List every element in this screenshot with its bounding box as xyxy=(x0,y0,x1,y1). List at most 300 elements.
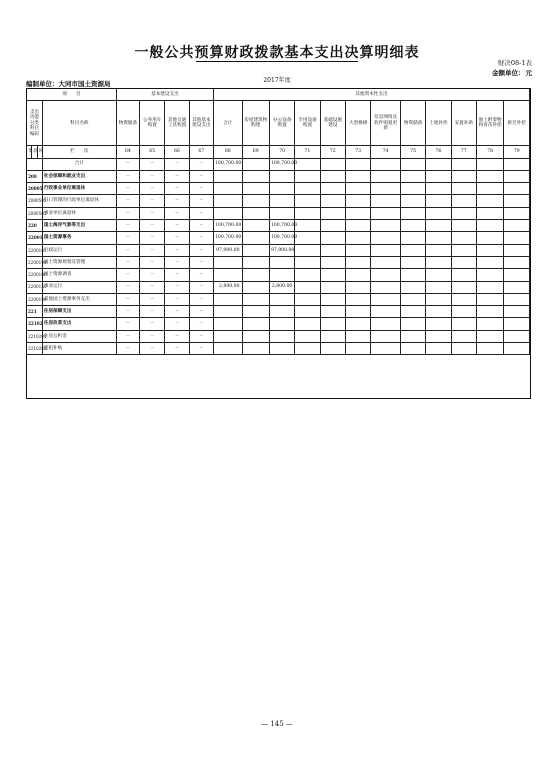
amount-cell xyxy=(320,195,345,207)
col-header-70: 办公设备购置 xyxy=(269,101,294,146)
subject-code: 2210202 xyxy=(27,343,43,355)
amount-cell: － xyxy=(189,293,213,305)
amount-cell xyxy=(476,170,503,182)
amount-cell xyxy=(426,318,451,330)
amount-cell xyxy=(269,170,294,182)
amount-cell xyxy=(242,183,269,195)
amount-cell xyxy=(504,293,530,305)
amount-cell xyxy=(213,343,242,355)
table-row xyxy=(27,195,530,207)
amount-cell xyxy=(242,170,269,182)
amount-cell xyxy=(269,306,294,318)
table-row xyxy=(27,269,530,281)
amount-cell xyxy=(451,195,476,207)
table-row xyxy=(27,343,530,355)
subject-name: 国土海洋气象等支出 xyxy=(42,220,116,232)
amount-cell xyxy=(320,158,345,170)
amount-cell: － xyxy=(140,318,165,330)
amount-cell xyxy=(426,232,451,244)
amount-cell xyxy=(426,207,451,219)
amount-cell: － xyxy=(189,281,213,293)
subject-name: 归口管理的行政单位离退休 xyxy=(42,195,116,207)
amount-cell xyxy=(242,293,269,305)
amount-cell xyxy=(371,293,401,305)
column-number: 74 xyxy=(371,146,401,158)
col-header-71: 专用设备购置 xyxy=(295,101,320,146)
amount-cell: － xyxy=(189,330,213,342)
amount-cell xyxy=(269,195,294,207)
amount-cell xyxy=(269,207,294,219)
amount-cell xyxy=(400,207,425,219)
amount-cell xyxy=(476,318,503,330)
header-other-capital: 其他资本性支出 xyxy=(213,89,529,101)
amount-cell: － xyxy=(140,281,165,293)
subject-code: 2080501 xyxy=(27,195,43,207)
amount-cell: － xyxy=(165,256,189,268)
amount-cell xyxy=(476,183,503,195)
amount-cell xyxy=(320,330,345,342)
amount-cell xyxy=(451,330,476,342)
col-header-76: 土地补偿 xyxy=(426,101,451,146)
subject-name: 事业运行 xyxy=(42,281,116,293)
subject-name: 社会保障和就业支出 xyxy=(42,170,116,182)
column-number: 76 xyxy=(426,146,451,158)
amount-cell: 100,700.00 xyxy=(269,158,294,170)
col-header-77: 安置补助 xyxy=(451,101,476,146)
expenditure-table xyxy=(26,88,530,355)
amount-cell xyxy=(371,318,401,330)
amount-cell xyxy=(345,207,370,219)
subject-name: 国土资源事务 xyxy=(42,232,116,244)
amount-cell: － xyxy=(189,183,213,195)
table-row xyxy=(27,293,530,305)
header-item: 项 目 xyxy=(27,89,117,101)
amount-cell: － xyxy=(116,207,139,219)
amount-cell: － xyxy=(116,269,139,281)
amount-cell xyxy=(269,293,294,305)
subject-code: 2200104 xyxy=(27,256,43,268)
amount-cell: － xyxy=(165,293,189,305)
amount-cell: － xyxy=(165,318,189,330)
subject-code: 22001 xyxy=(27,232,43,244)
amount-cell: － xyxy=(140,293,165,305)
amount-cell xyxy=(504,281,530,293)
amount-cell: － xyxy=(140,170,165,182)
column-number: 79 xyxy=(504,146,530,158)
amount-cell xyxy=(371,170,401,182)
amount-cell xyxy=(476,232,503,244)
column-number: 69 xyxy=(242,146,269,158)
table-row xyxy=(27,281,530,293)
subject-code: 20805 xyxy=(27,183,43,195)
header-item2: 款 xyxy=(32,146,37,158)
col-header-74: 信息网络及软件购置更新 xyxy=(371,101,401,146)
amount-cell xyxy=(345,256,370,268)
amount-cell: － xyxy=(189,256,213,268)
amount-cell xyxy=(476,158,503,170)
amount-cell: － xyxy=(140,269,165,281)
col-header-67: 其他基本建设支出 xyxy=(189,101,213,146)
amount-cell xyxy=(242,306,269,318)
amount-cell: － xyxy=(189,158,213,170)
amount-cell xyxy=(426,220,451,232)
amount-cell xyxy=(371,281,401,293)
amount-cell xyxy=(504,343,530,355)
amount-cell: － xyxy=(189,220,213,232)
amount-cell xyxy=(371,207,401,219)
amount-cell: － xyxy=(189,306,213,318)
amount-cell: － xyxy=(116,306,139,318)
column-number: 68 xyxy=(213,146,242,158)
amount-cell xyxy=(345,232,370,244)
amount-cell: － xyxy=(140,343,165,355)
amount-cell xyxy=(504,232,530,244)
amount-cell xyxy=(400,232,425,244)
amount-cell xyxy=(476,343,503,355)
amount-cell xyxy=(242,343,269,355)
amount-cell xyxy=(320,306,345,318)
amount-cell xyxy=(242,220,269,232)
amount-cell xyxy=(476,220,503,232)
amount-cell xyxy=(400,244,425,256)
amount-cell xyxy=(400,293,425,305)
amount-cell xyxy=(371,158,401,170)
amount-cell xyxy=(213,170,242,182)
amount-cell: － xyxy=(140,183,165,195)
amount-cell xyxy=(242,244,269,256)
amount-cell xyxy=(320,220,345,232)
amount-cell xyxy=(242,207,269,219)
subject-name: 住房公积金 xyxy=(42,330,116,342)
amount-cell: － xyxy=(116,183,139,195)
amount-cell xyxy=(295,343,320,355)
report-year: 2017年度 xyxy=(263,77,291,84)
amount-cell xyxy=(426,195,451,207)
amount-cell: － xyxy=(189,207,213,219)
amount-cell xyxy=(295,244,320,256)
amount-cell xyxy=(242,232,269,244)
amount-cell xyxy=(320,318,345,330)
amount-cell xyxy=(213,256,242,268)
amount-cell: － xyxy=(140,330,165,342)
col-header-79: 拆迁补偿 xyxy=(504,101,530,146)
amount-cell xyxy=(451,343,476,355)
amount-cell xyxy=(295,269,320,281)
column-number: 65 xyxy=(140,146,165,158)
amount-cell: － xyxy=(189,318,213,330)
amount-cell xyxy=(400,195,425,207)
amount-cell: 100,700.00 xyxy=(269,220,294,232)
amount-cell: － xyxy=(165,343,189,355)
amount-cell xyxy=(320,256,345,268)
amount-cell xyxy=(320,232,345,244)
amount-cell xyxy=(213,183,242,195)
amount-cell: － xyxy=(116,330,139,342)
column-number: 75 xyxy=(400,146,425,158)
subject-name: 住房改革支出 xyxy=(42,318,116,330)
amount-cell xyxy=(345,293,370,305)
amount-cell: 100,700.00 xyxy=(269,232,294,244)
amount-cell: － xyxy=(116,281,139,293)
amount-cell: － xyxy=(165,232,189,244)
amount-cell: － xyxy=(116,318,139,330)
amount-cell: － xyxy=(116,232,139,244)
amount-cell: － xyxy=(116,170,139,182)
amount-cell xyxy=(451,281,476,293)
column-number: 66 xyxy=(165,146,189,158)
form-number: 财决08-1表 xyxy=(497,59,532,67)
amount-cell xyxy=(476,269,503,281)
amount-cell xyxy=(504,256,530,268)
amount-cell xyxy=(345,318,370,330)
amount-cell xyxy=(400,306,425,318)
amount-cell xyxy=(400,158,425,170)
table-row xyxy=(27,207,530,219)
col-header-65: 公务用车购置 xyxy=(140,101,165,146)
amount-cell: 100,700.00 xyxy=(213,158,242,170)
amount-cell xyxy=(400,183,425,195)
subject-name: 事业单位离退休 xyxy=(42,207,116,219)
amount-cell xyxy=(451,158,476,170)
amount-cell xyxy=(400,330,425,342)
amount-cell xyxy=(295,220,320,232)
amount-cell xyxy=(476,306,503,318)
amount-cell xyxy=(426,293,451,305)
subject-code: 220 xyxy=(27,220,43,232)
amount-cell xyxy=(295,281,320,293)
amount-cell xyxy=(371,330,401,342)
amount-cell xyxy=(371,232,401,244)
column-number: 64 xyxy=(116,146,139,158)
amount-cell xyxy=(295,183,320,195)
compiling-org: 编制单位：大同市国土资源局 xyxy=(26,80,111,88)
header-code: 支出功能分类科目编码 xyxy=(27,101,43,146)
amount-cell xyxy=(269,183,294,195)
subject-name: 合计 xyxy=(42,158,116,170)
amount-cell xyxy=(504,158,530,170)
amount-cell: － xyxy=(165,158,189,170)
amount-cell: － xyxy=(189,269,213,281)
amount-cell: 100,700.00 xyxy=(213,220,242,232)
amount-cell xyxy=(451,269,476,281)
amount-cell xyxy=(451,207,476,219)
amount-cell xyxy=(371,306,401,318)
amount-cell xyxy=(295,256,320,268)
table-row xyxy=(27,232,530,244)
column-number: 78 xyxy=(476,146,503,158)
col-header-64: 物资储备 xyxy=(116,101,139,146)
amount-cell: － xyxy=(189,244,213,256)
amount-cell: － xyxy=(165,330,189,342)
table-row xyxy=(27,220,530,232)
amount-cell xyxy=(320,281,345,293)
amount-cell: － xyxy=(189,232,213,244)
amount-cell xyxy=(504,170,530,182)
amount-cell xyxy=(345,244,370,256)
amount-cell xyxy=(451,232,476,244)
amount-cell xyxy=(345,220,370,232)
amount-cell: － xyxy=(140,306,165,318)
amount-cell xyxy=(213,330,242,342)
amount-cell xyxy=(295,207,320,219)
amount-cell xyxy=(242,158,269,170)
amount-cell xyxy=(451,244,476,256)
amount-cell: － xyxy=(116,244,139,256)
page-title: 一般公共预算财政拨款基本支出决算明细表 xyxy=(134,45,420,61)
amount-cell xyxy=(345,269,370,281)
amount-cell xyxy=(213,318,242,330)
amount-cell xyxy=(242,281,269,293)
amount-cell xyxy=(242,195,269,207)
amount-cell xyxy=(371,183,401,195)
amount-cell xyxy=(400,170,425,182)
amount-cell: － xyxy=(189,343,213,355)
subject-code: 2200199 xyxy=(27,293,43,305)
subject-name: 国土资源调查 xyxy=(42,269,116,281)
amount-cell xyxy=(345,170,370,182)
header-basic-construction: 基本建设支出 xyxy=(116,89,213,101)
column-number: 70 xyxy=(269,146,294,158)
subject-code: 2200150 xyxy=(27,281,43,293)
amount-cell: － xyxy=(165,220,189,232)
col-header-78: 地上附着物和青苗补偿 xyxy=(476,101,503,146)
amount-cell xyxy=(320,207,345,219)
amount-cell xyxy=(426,269,451,281)
amount-cell xyxy=(400,269,425,281)
amount-cell xyxy=(295,293,320,305)
amount-cell: － xyxy=(140,244,165,256)
amount-cell xyxy=(371,269,401,281)
amount-cell: － xyxy=(140,220,165,232)
amount-cell xyxy=(426,281,451,293)
column-number: 72 xyxy=(320,146,345,158)
amount-cell xyxy=(269,318,294,330)
amount-cell: － xyxy=(165,195,189,207)
amount-cell xyxy=(476,281,503,293)
amount-cell xyxy=(295,158,320,170)
subject-code: 2210201 xyxy=(27,330,43,342)
amount-cell xyxy=(269,256,294,268)
amount-cell: － xyxy=(189,195,213,207)
table-row xyxy=(27,158,530,170)
header-kind: 类 xyxy=(27,146,32,158)
amount-cell xyxy=(476,293,503,305)
amount-cell xyxy=(371,244,401,256)
table-row xyxy=(27,244,530,256)
subject-name: 住房保障支出 xyxy=(42,306,116,318)
subject-code: 2200106 xyxy=(27,269,43,281)
amount-cell: － xyxy=(140,232,165,244)
amount-cell xyxy=(504,220,530,232)
amount-cell: 100,700.00 xyxy=(213,232,242,244)
amount-cell: 97,900.00 xyxy=(269,244,294,256)
amount-cell xyxy=(426,256,451,268)
amount-cell xyxy=(504,306,530,318)
amount-cell: － xyxy=(116,343,139,355)
column-number: 77 xyxy=(451,146,476,158)
amount-cell xyxy=(269,343,294,355)
amount-cell xyxy=(426,170,451,182)
subject-code: 22102 xyxy=(27,318,43,330)
col-header-75: 物资储备 xyxy=(400,101,425,146)
subject-name: 行政运行 xyxy=(42,244,116,256)
table-row xyxy=(27,170,530,182)
amount-cell xyxy=(451,170,476,182)
amount-cell: － xyxy=(140,256,165,268)
amount-cell xyxy=(320,293,345,305)
amount-cell xyxy=(451,318,476,330)
amount-cell xyxy=(242,269,269,281)
amount-cell xyxy=(476,207,503,219)
amount-cell xyxy=(295,330,320,342)
amount-cell xyxy=(451,293,476,305)
amount-cell xyxy=(426,330,451,342)
amount-cell: － xyxy=(165,183,189,195)
amount-cell xyxy=(371,220,401,232)
amount-cell xyxy=(426,158,451,170)
amount-cell: － xyxy=(165,207,189,219)
unit-value: 元 xyxy=(525,69,532,77)
amount-cell xyxy=(269,330,294,342)
amount-cell: － xyxy=(116,158,139,170)
amount-cell xyxy=(476,244,503,256)
subject-code: 2200101 xyxy=(27,244,43,256)
amount-cell xyxy=(320,269,345,281)
amount-cell xyxy=(400,220,425,232)
amount-cell: － xyxy=(140,195,165,207)
amount-cell xyxy=(320,170,345,182)
amount-cell xyxy=(345,343,370,355)
amount-cell xyxy=(213,269,242,281)
table-row xyxy=(27,318,530,330)
amount-cell xyxy=(295,195,320,207)
table-row xyxy=(27,183,530,195)
col-header-73: 大型修缮 xyxy=(345,101,370,146)
amount-cell: － xyxy=(165,306,189,318)
page-number: — 145 — xyxy=(261,720,293,728)
title-underline xyxy=(196,61,358,62)
column-number: 67 xyxy=(189,146,213,158)
subject-code: 208 xyxy=(27,170,43,182)
amount-cell: － xyxy=(116,220,139,232)
amount-cell xyxy=(426,244,451,256)
subject-name: 其他国土资源事务支出 xyxy=(42,293,116,305)
amount-cell: 97,900.00 xyxy=(213,244,242,256)
amount-cell: － xyxy=(165,170,189,182)
amount-cell xyxy=(320,244,345,256)
amount-cell xyxy=(242,256,269,268)
amount-cell: － xyxy=(116,293,139,305)
amount-cell xyxy=(400,318,425,330)
amount-cell xyxy=(476,330,503,342)
table-row xyxy=(27,256,530,268)
amount-cell: － xyxy=(165,244,189,256)
column-number: 73 xyxy=(345,146,370,158)
amount-cell xyxy=(504,244,530,256)
amount-cell xyxy=(504,318,530,330)
subject-name: 国土资源规划及管理 xyxy=(42,256,116,268)
amount-cell xyxy=(504,195,530,207)
table-row xyxy=(27,330,530,342)
amount-cell xyxy=(295,232,320,244)
amount-cell xyxy=(400,281,425,293)
amount-cell xyxy=(371,343,401,355)
amount-cell xyxy=(504,183,530,195)
amount-cell xyxy=(295,170,320,182)
amount-cell xyxy=(242,330,269,342)
table-row xyxy=(27,306,530,318)
col-header-68: 合计 xyxy=(213,101,242,146)
